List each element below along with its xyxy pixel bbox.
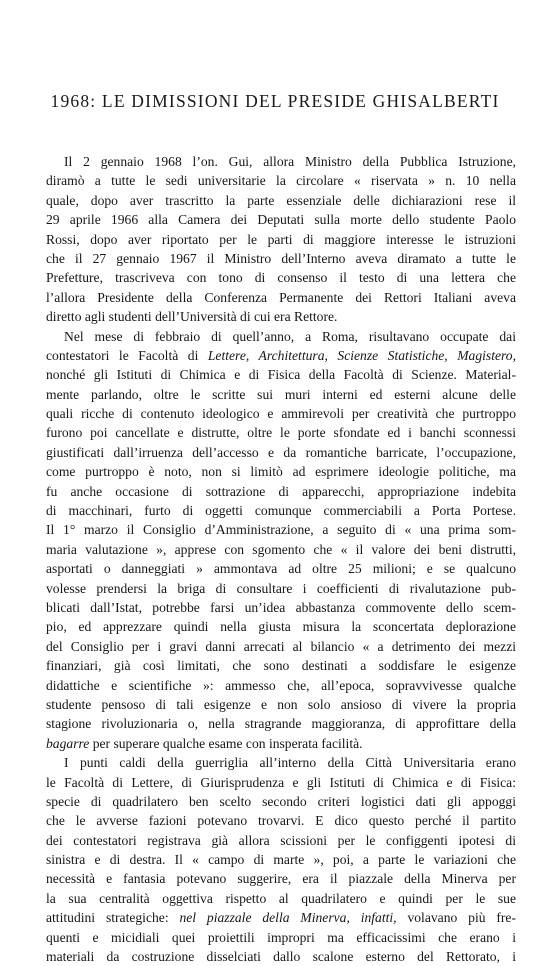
text-line: necessità e fantasia potevano suggerire, era il piazzale della Minerva per xyxy=(46,871,516,887)
text-line: che il 27 gennaio 1967 il Ministro dell’Interno aveva diramato a tutte le xyxy=(46,250,516,266)
italic-phrase: Lettere, Architettura, Scienze Statistiche, Magistero, xyxy=(207,347,516,363)
text-line: Rossi, dopo aver riportato per le parti di maggiore interesse le istruzioni xyxy=(46,231,516,247)
text-line: attitudini strategiche: nel piazzale della Minerva, infatti, volavano più fre- xyxy=(46,910,516,926)
text-line: blicati dall’Istat, potrebbe farsi un’idea abbastanza commovente dello scem- xyxy=(46,599,516,615)
text-line: l’allora Presidente della Conferenza Permanente dei Rettori Italiani aveva xyxy=(46,289,516,305)
text-line: quale, dopo aver trascritto la parte essenziale delle dichiarazioni rese il xyxy=(46,192,516,208)
text-line: specie di quadrilatero ben scelto secondo criteri logistici dati gli appoggi xyxy=(46,793,516,809)
text-line: materiali da costruzione disselciati dallo scalone esterno del Rettorato, i xyxy=(46,949,516,965)
text-line: sinistra e di destra. Il « campo di marte », poi, a parte le variazioni che xyxy=(46,852,516,868)
text-line: Il 2 gennaio 1968 l’on. Gui, allora Ministro della Pubblica Istruzione, xyxy=(64,154,516,169)
text-line: Nel mese di febbraio di quell’anno, a Roma, risultavano occupate dai xyxy=(64,328,516,344)
text-line: diretto agli studenti dell’Università di cui era Rettore. xyxy=(46,309,338,325)
text-line: furono poi cancellate e distrutte, oltre le porte sfondate ed i banchi sconnessi xyxy=(46,425,516,441)
text-line: le Facoltà di Lettere, di Giurisprudenza e gli Istituti di Chimica e di Fisica: xyxy=(46,774,516,790)
italic-phrase: bagarre xyxy=(46,735,90,751)
text-line: mente parlando, oltre le scritte sui muri interni ed esterni alcune delle xyxy=(46,386,516,402)
body-text xyxy=(46,152,516,966)
text-line: I punti caldi della guerriglia all’interno della Città Universitaria erano xyxy=(64,755,516,771)
text-line: finanziari, già così limitati, che sono destinati a soddisfare le esigenze xyxy=(46,658,516,674)
text-line: che le avverse fazioni potevano trovarvi. E dico questo perché il partito xyxy=(46,813,516,829)
text-line: fu anche occasione di sottrazione di apparecchi, appropriazione indebita xyxy=(46,483,516,499)
text-line: contestatori le Facoltà di Lettere, Architettura, Scienze Statistiche, Magistero, xyxy=(46,347,516,363)
text-line: dei contestatori registrava già allora scissioni per le configgenti ipotesi di xyxy=(46,832,516,848)
italic-phrase: nel piazzale della Minerva, infatti, xyxy=(179,910,397,926)
text-line: bagarre per superare qualche esame con insperata facilità. xyxy=(46,735,363,751)
text-line: quali ricche di contenuto ideologico e ammirevoli per creatività che purtroppo xyxy=(46,406,516,422)
text-line: quenti e micidiali quei proiettili impropri ma efficacissimi che erano i xyxy=(46,929,516,945)
text-line: come purtroppo è noto, non si limitò ad esprimere ideologie politiche, ma xyxy=(46,464,516,480)
text-line: volesse prendersi la briga di consultare i coefficienti di rivalutazione pub- xyxy=(46,580,516,596)
text-line: nonché gli Istituti di Chimica e di Fisica della Facoltà di Scienze. Material- xyxy=(46,367,516,383)
text-line: giustificati dall’irruenza dell’accesso e da romantiche barricate, l’occupazione, xyxy=(46,444,516,460)
text-line: la sua centralità oggettiva rispetto al quadrilatero e quindi per le sue xyxy=(46,890,516,906)
text-line: pio, ed apprezzare quindi nella giusta misura la sconcertata deplorazione xyxy=(46,619,516,635)
chapter-title: 1968: LE DIMISSIONI DEL PRESIDE GHISALBERTI xyxy=(50,91,500,111)
text-line: stagione rivoluzionaria o, nella stragrande maggioranza, di approfittare della xyxy=(46,716,516,732)
text-line: asportati o danneggiati » ammontava ad oltre 25 milioni; e se qualcuno xyxy=(46,561,516,577)
text-line: 29 aprile 1966 alla Camera dei Deputati sulla morte dello studente Paolo xyxy=(46,212,516,228)
text-line: di macchinari, furto di oggetti comunque commerciabili a Porta Portese. xyxy=(46,503,516,519)
text-line: Prefetture, trascriveva con tono di consenso il testo di una lettera che xyxy=(46,270,516,286)
text-line: Il 1° marzo il Consiglio d’Amministrazione, a seguito di « una prima som- xyxy=(46,522,516,538)
text-line: didattiche e scientifiche »: ammesso che, all’epoca, sopravvivesse qualche xyxy=(46,677,516,693)
text-line: diramò a tutte le sedi universitarie la circolare « riservata » n. 10 nella xyxy=(46,173,516,189)
text-line: maria valutazione », apprese con sgomento che « il valore dei beni distrutti, xyxy=(46,541,516,557)
text-line: studente pensoso di tali esigenze e non solo ansioso di vivere la propria xyxy=(46,696,516,712)
text-line: del Consiglio per i gravi danni arrecati al bilancio « a detrimento dei mezzi xyxy=(46,638,516,654)
